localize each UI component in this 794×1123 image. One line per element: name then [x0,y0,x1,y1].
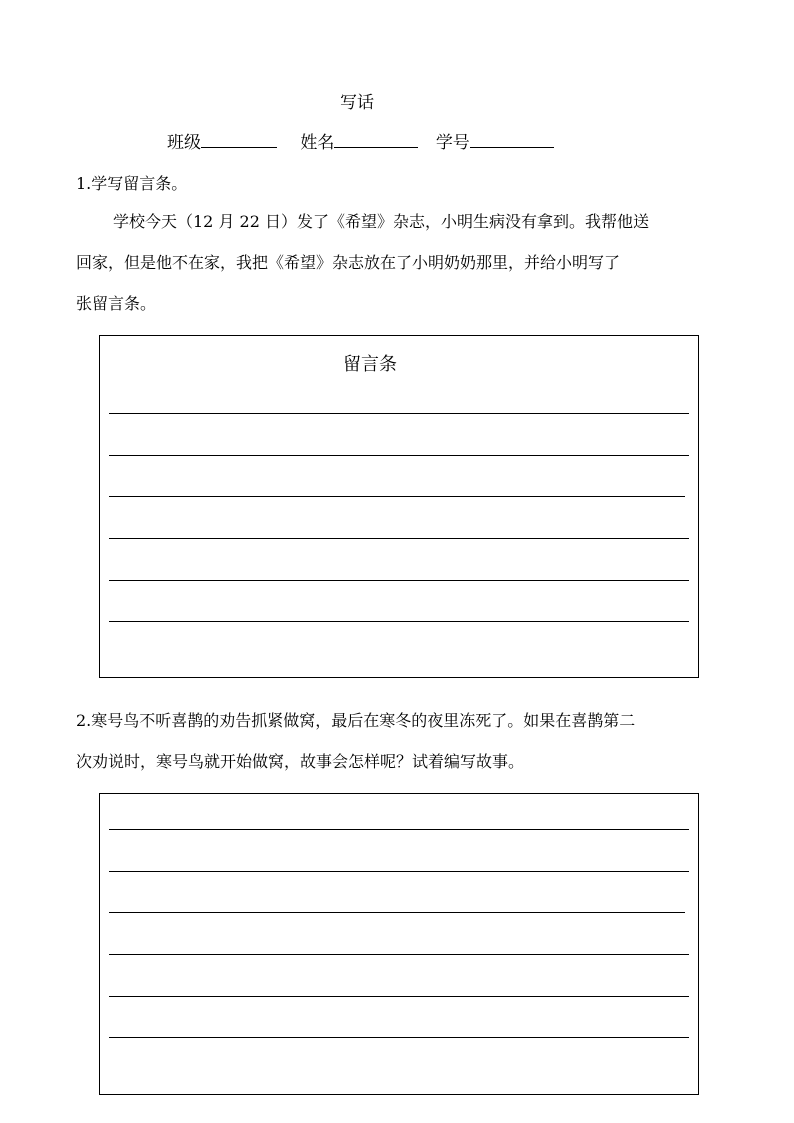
name-label: 姓名 [300,133,335,153]
class-label: 班级 [167,133,201,153]
writing-line [109,954,689,955]
writing-line [109,455,689,456]
writing-line [109,496,685,497]
page-title: 写话 [340,93,374,113]
writing-line [109,871,689,872]
class-blank[interactable] [201,130,277,148]
prompt-line: 2.寒号鸟不听喜鹊的劝告抓紧做窝，最后在寒冬的夜里冻死了。如果在喜鹊第二 [76,711,636,730]
question-1-passage [76,201,724,324]
writing-line [109,912,685,913]
student-info-row [167,128,554,153]
id-blank[interactable] [470,130,554,148]
writing-line [109,538,689,539]
writing-line [109,621,689,622]
name-blank[interactable] [334,130,418,148]
question-2-prompt [76,700,724,782]
passage-line: 回家，但是他不在家，我把《希望》杂志放在了小明奶奶那里，并给小明写了 [76,253,621,272]
question-1-heading: 1.学写留言条。 [76,174,188,193]
story-writing-box[interactable] [99,793,699,1095]
id-label: 学号 [435,133,470,153]
passage-line: 张留言条。 [76,294,157,313]
passage-line: 学校今天（12 月 22 日）发了《希望》杂志，小明生病没有拿到。我帮他送 [113,212,649,231]
message-note-box[interactable] [99,335,699,678]
writing-line [109,996,689,997]
writing-line [109,413,689,414]
writing-line [109,829,689,830]
writing-line [109,580,689,581]
prompt-line: 次劝说时，寒号鸟就开始做窝，故事会怎样呢？试着编写故事。 [76,752,525,771]
writing-line [109,1037,689,1038]
message-note-title: 留言条 [343,354,397,375]
